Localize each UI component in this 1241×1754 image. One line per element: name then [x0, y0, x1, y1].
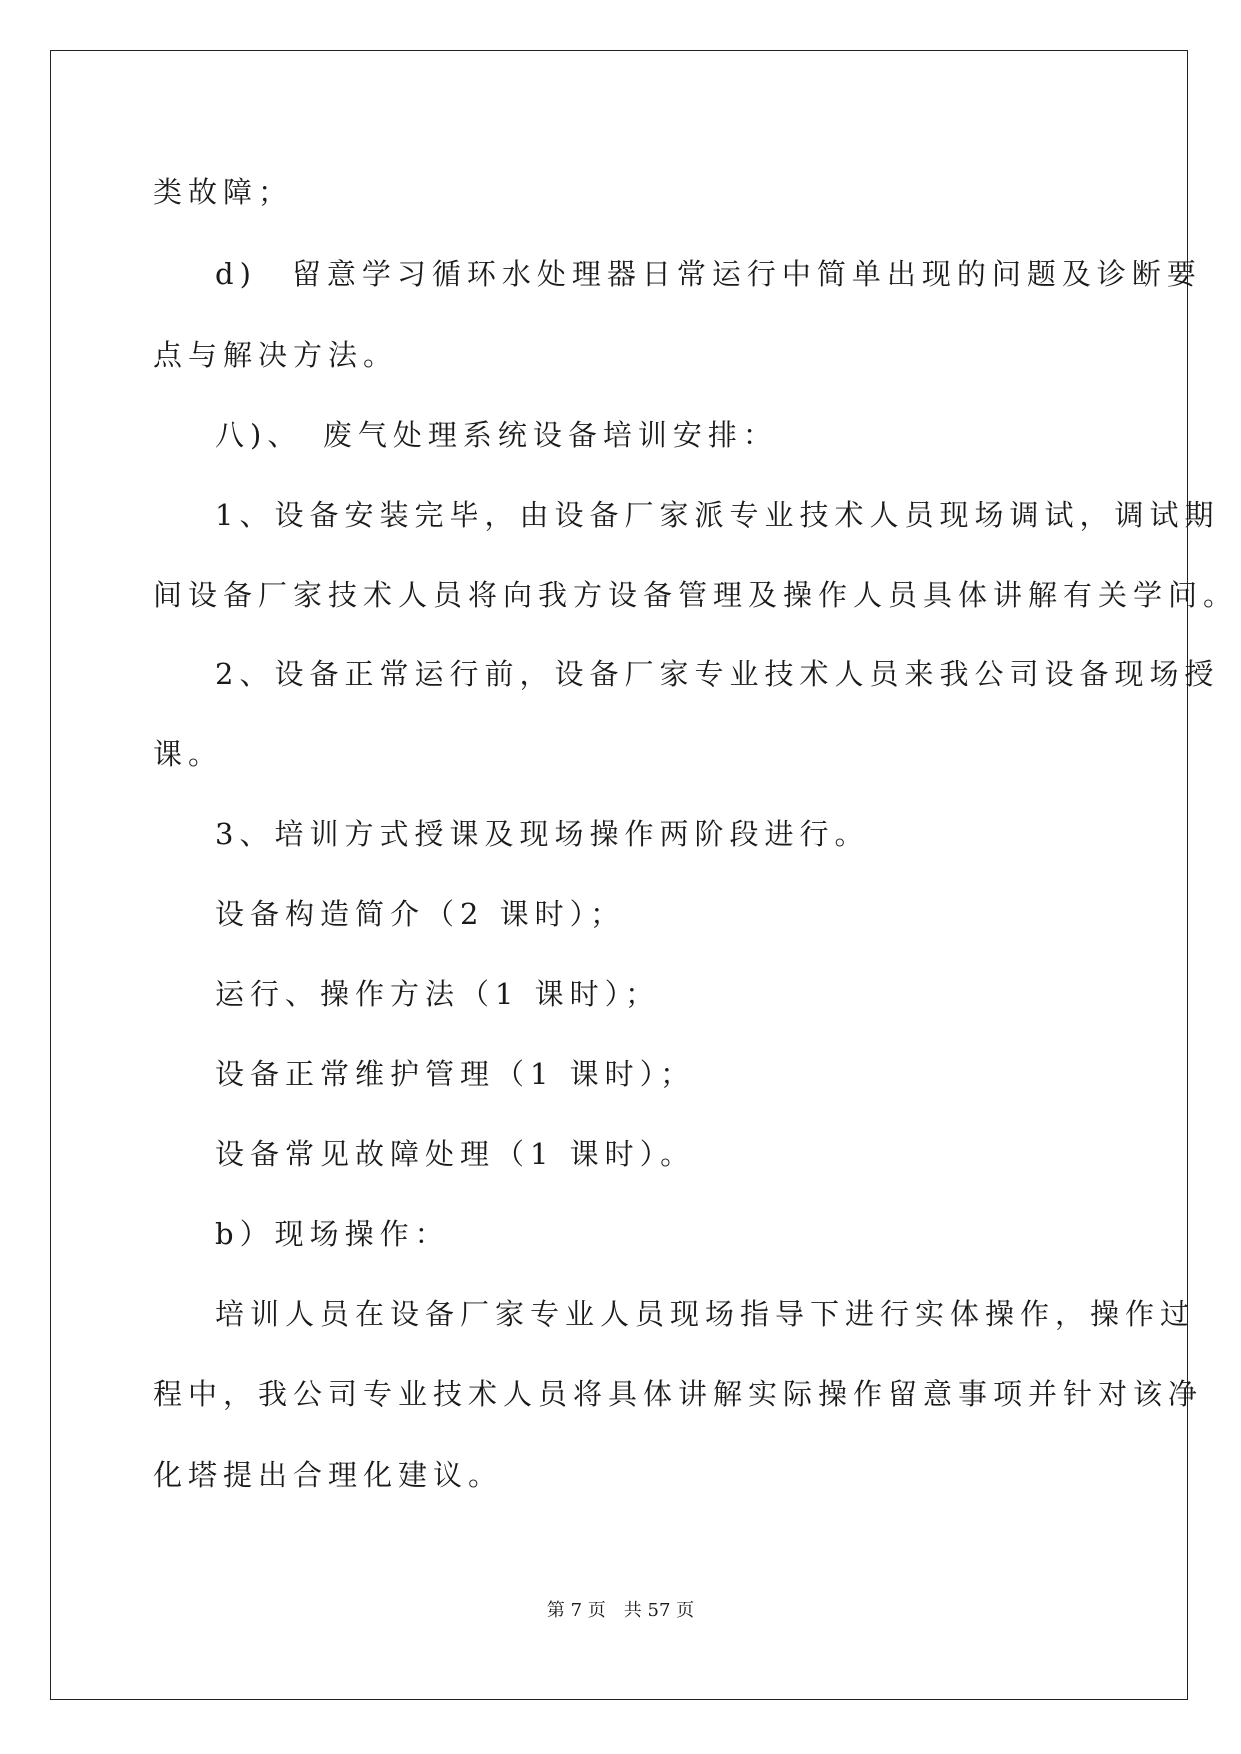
text-line: 2、设备正常运行前，设备厂家专业技术人员来我公司设备现场授: [215, 657, 1220, 691]
section-heading: 八)、 废气处理系统设备培训安排：: [215, 418, 778, 452]
text-line: 课。: [153, 737, 224, 771]
page-border: [50, 50, 1188, 1700]
list-item: 设备常见故障处理（1 课时）。: [215, 1137, 696, 1171]
list-item: 设备正常维护管理（1 课时）；: [215, 1057, 696, 1091]
text-line: 3、培训方式授课及现场操作两阶段进行。: [215, 817, 870, 851]
page-number-footer: 第 7 页 共 57 页: [546, 1600, 695, 1621]
text-line: 化塔提出合理化建议。: [153, 1458, 504, 1492]
text-line: d) 留意学习循环水处理器日常运行中简单出现的问题及诊断要: [215, 257, 1202, 291]
text-line: 培训人员在设备厂家专业人员现场指导下进行实体操作，操作过: [215, 1297, 1196, 1331]
list-item: 设备构造简介（2 课时）；: [215, 897, 626, 931]
text-line: 间设备厂家技术人员将向我方设备管理及操作人员具体讲解有关学问。: [153, 578, 1239, 612]
text-line: 类故障；: [153, 175, 294, 209]
text-line: b）现场操作：: [215, 1217, 450, 1251]
text-line: 程中，我公司专业技术人员将具体讲解实际操作留意事项并针对该净: [153, 1377, 1204, 1411]
text-line: 点与解决方法。: [153, 338, 399, 372]
list-item: 运行、操作方法（1 课时）；: [215, 977, 661, 1011]
text-line: 1、设备安装完毕，由设备厂家派专业技术人员现场调试，调试期: [215, 498, 1220, 532]
